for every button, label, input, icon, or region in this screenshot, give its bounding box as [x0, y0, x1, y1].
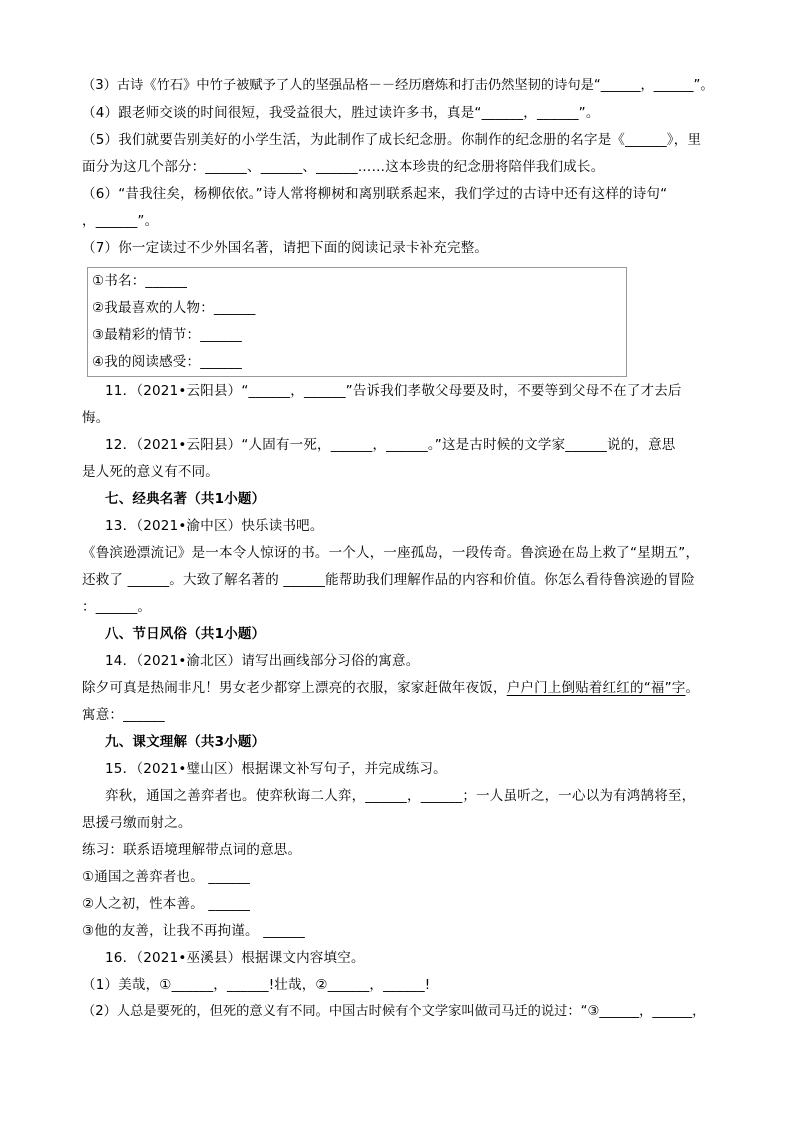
q11-line2: 悔。	[82, 410, 110, 426]
q13-line1: 13．（2021•渝中区）快乐读书吧。	[105, 518, 324, 534]
q15-line2: 弈秋，通国之善弈者也。使弈秋诲二人弈，______，______；一人虽听之，一心以为有鸿鹄将至，	[105, 788, 696, 804]
section-9-title: 九、课文理解（共3小题）	[105, 734, 266, 750]
q11-line1: 11．（2021•云阳县）“______，______”告诉我们孝敬父母要及时，不要等到父母不在了才去后	[105, 383, 682, 399]
q14-text: 除夕可真是热闹非凡！男女老少都穿上漂亮的衣服，家家赶做年夜饭，	[82, 680, 507, 696]
q12-line1: 12．（2021•云阳县）“人固有一死，______，______。”这是古时候的文学家______说的，意思	[105, 437, 676, 453]
q15-line3: 思援弓缴而射之。	[82, 815, 192, 831]
q10-part5-line1: （5）我们就要告别美好的小学生活，为此制作了成长纪念册。你制作的纪念册的名字是《______》，里	[82, 132, 702, 148]
section-7-title: 七、经典名著（共1小题）	[105, 491, 266, 507]
q10-part5-line2: 面分为这几个部分：______、______、______……这本珍贵的纪念册将陪伴我们成长。	[82, 159, 605, 175]
q14-line1: 14．（2021•渝北区）请写出画线部分习俗的寓意。	[105, 653, 420, 669]
card-book-name: ①书名：______	[92, 273, 188, 289]
q14-underlined-phrase: 户户门上倒贴着红红的“福”字	[506, 680, 686, 696]
q15-exercise-prompt: 练习：联系语境理解带点词的意思。	[82, 842, 302, 858]
q14-meaning-line: 寓意：______	[82, 707, 165, 723]
q13-line2: 《鲁滨逊漂流记》是一本令人惊讶的书。一个人，一座孤岛，一段传奇。鲁滨逊在岛上救了“星期五”，	[82, 545, 700, 561]
q14-line2	[82, 678, 699, 698]
q15-line1: 15．（2021•璧山区）根据课文补写句子，并完成练习。	[105, 761, 447, 777]
q10-part7-line: （7）你一定读过不少外国名著，请把下面的阅读记录卡补充完整。	[82, 240, 489, 256]
card-favorite-character: ②我最喜欢的人物：______	[92, 300, 256, 316]
card-reading-feeling: ④我的阅读感受：______	[92, 354, 242, 370]
q15-item1: ①通国之善弈者也。 ______	[82, 869, 251, 885]
q10-part6-line1: （6）“昔我往矣，杨柳依依。”诗人常将柳树和离别联系起来，我们学过的古诗中还有这样的诗句“	[82, 186, 668, 202]
q15-item2: ②人之初，性本善。 ______	[82, 896, 251, 912]
q16-part1: （1）美哉，①______，______!壮哉，②______，______!	[82, 977, 431, 993]
q13-line4: ：______。	[82, 599, 152, 615]
q12-line2: 是人死的意义有不同。	[82, 464, 219, 480]
q10-part3-line: （3）古诗《竹石》中竹子被赋予了人的坚强品格－－经历磨炼和打击仍然坚韧的诗句是“______，______”。	[82, 78, 714, 93]
q10-part4-line: （4）跟老师交谈的时间很短，我受益很大，胜过读许多书，真是“______，______”。	[82, 105, 600, 121]
q10-part6-line2: ，______”。	[82, 213, 159, 229]
q15-item3: ③他的友善，让我不再拘谨。 ______	[82, 923, 305, 939]
card-best-plot: ③最精彩的情节：______	[92, 327, 242, 343]
q16-line1: 16．（2021•巫溪县）根据课文内容填空。	[105, 950, 365, 966]
q14-period: 。	[685, 680, 700, 696]
q13-line3: 还救了 ______。大致了解名著的 ______能帮助我们理解作品的内容和价值。你怎么看待鲁滨逊的冒险	[82, 572, 695, 588]
reading-record-card	[87, 267, 627, 377]
q16-part2: （2）人总是要死的，但死的意义有不同。中国古时候有个文学家叫做司马迁的说过：“③______，______，	[82, 1004, 706, 1019]
section-8-title: 八、节日风俗（共1小题）	[105, 626, 266, 642]
